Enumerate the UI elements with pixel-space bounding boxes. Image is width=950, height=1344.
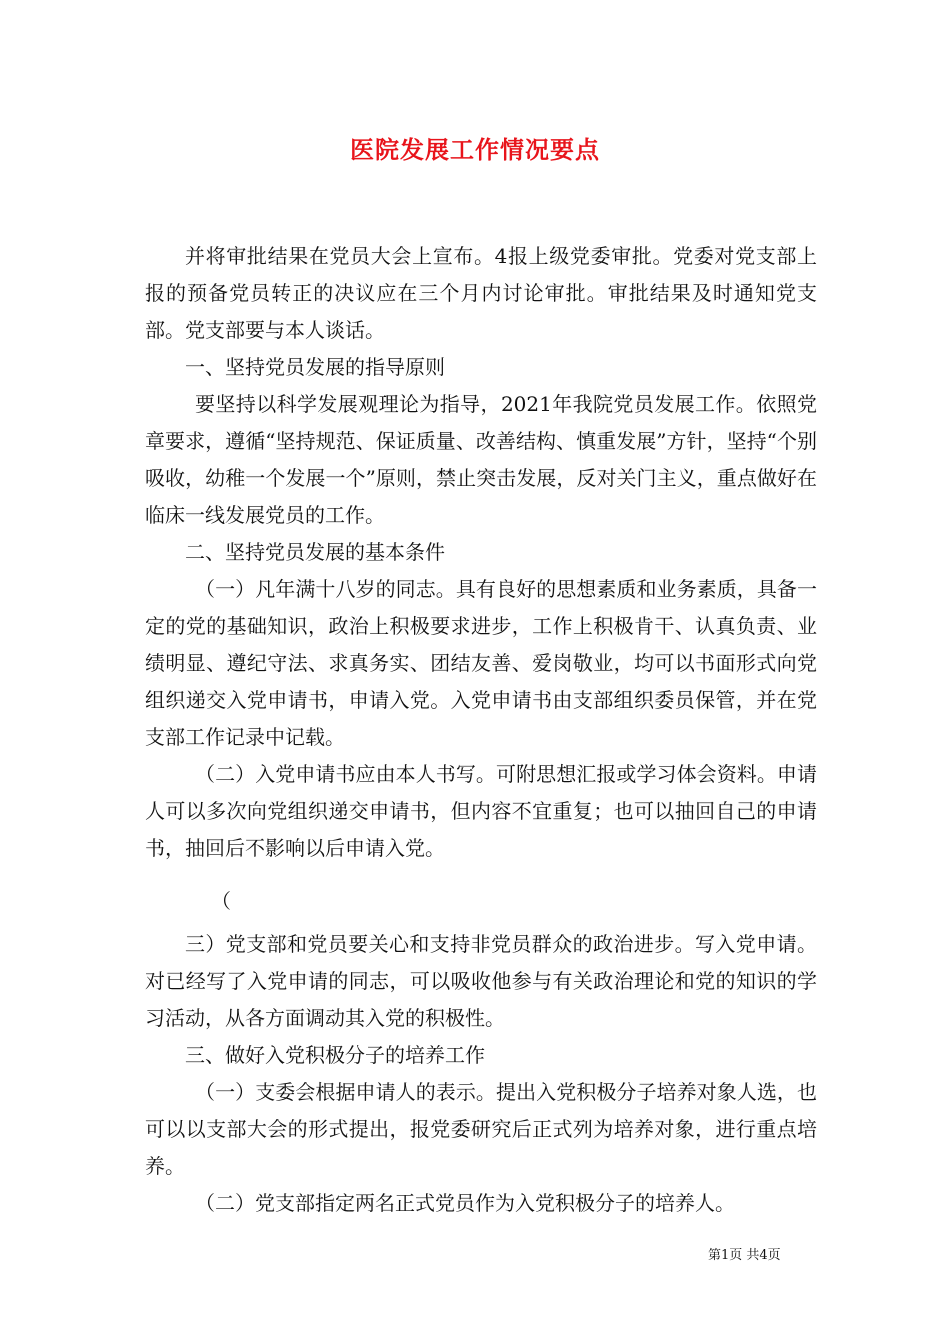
section-heading: 三、做好入党积极分子的培养工作 [185, 1043, 485, 1067]
section-heading: 二、坚持党员发展的基本条件 [185, 540, 445, 564]
section-heading: 一、坚持党员发展的指导原则 [185, 355, 445, 379]
paragraph: 要坚持以科学发展观理论为指导，2021年我院党员发展工作。依照党章要求，遵循“坚持规范、保证质量、改善结构、慎重发展”方针，坚持“个别吸收，幼稚一个发展一个”原则，禁止突击发展，反对关门主义，重点做好在临床一线发展党员的工作。 [145, 392, 817, 527]
document-body [145, 238, 817, 1222]
paragraph: （一）支委会根据申请人的表示。提出入党积极分子培养对象人选，也可以以支部大会的形式提出，报党委研究后正式列为培养对象，进行重点培养。 [145, 1080, 817, 1178]
page-number: 第1页 共4页 [708, 1248, 781, 1263]
paragraph: （一）凡年满十八岁的同志。具有良好的思想素质和业务素质，具备一定的党的基础知识，政治上积极要求进步，工作上积极肯干、认真负责、业绩明显、遵纪守法、求真务实、团结友善、爱岗敬业，均可以书面形式向党组织递交入党申请书，申请入党。入党申请书由支部组织委员保管，并在党支部工作记录中记载。 [145, 577, 817, 749]
paragraph: 三）党支部和党员要关心和支持非党员群众的政治进步。写入党申请。对已经写了入党申请的同志，可以吸收他参与有关政治理论和党的知识的学习活动，从各方面调动其入党的积极性。 [145, 932, 817, 1030]
paragraph: 并将审批结果在党员大会上宣布。4报上级党委审批。党委对党支部上报的预备党员转正的决议应在三个月内讨论审批。审批结果及时通知党支部。党支部要与本人谈话。 [145, 244, 817, 342]
document-title: 医院发展工作情况要点 [350, 135, 600, 164]
paragraph-fragment: （ [211, 889, 231, 913]
paragraph: （二）党支部指定两名正式党员作为入党积极分子的培养人。 [195, 1191, 735, 1215]
paragraph: （二）入党申请书应由本人书写。可附思想汇报或学习体会资料。申请人可以多次向党组织递交申请书，但内容不宜重复；也可以抽回自己的申请书，抽回后不影响以后申请入党。 [145, 762, 817, 860]
